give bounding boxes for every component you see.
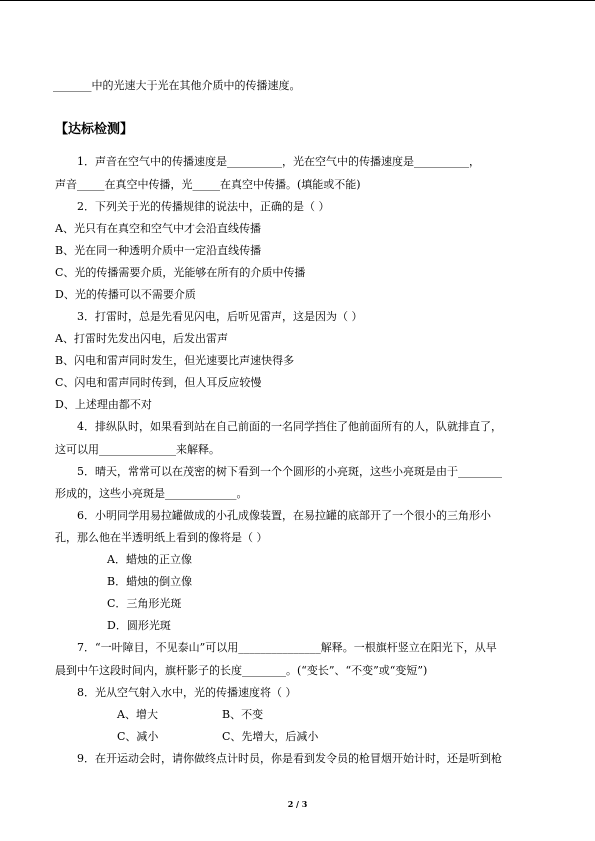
q2-option-a: A、光只有在真空和空气中才会沿直线传播: [55, 222, 261, 235]
q6-line-1: 6．小明同学用易拉罐做成的小孔成像装置，在易拉罐的底部开了一个很小的三角形小: [77, 509, 491, 522]
q2-stem: 2．下列关于光的传播规律的说法中，正确的是（ ）: [77, 200, 330, 213]
q6-line-2: 孔，那么他在半透明纸上看到的像将是（ ）: [55, 531, 268, 544]
q4-line-2: 这可以用______________来解释。: [55, 443, 220, 456]
q3-option-c: C、闪电和雷声同时传到，但人耳反应较慢: [55, 376, 262, 389]
q1-line-2: 声音_____在真空中传播，光_____在真空中传播。(填能或不能): [55, 178, 361, 191]
q3-option-a: A、打雷时先发出闪电，后发出雷声: [55, 332, 228, 345]
q2-option-b: B、光在同一种透明介质中一定沿直线传播: [55, 244, 262, 257]
q5-line-1: 5．晴天，常常可以在茂密的树下看到一个个圆形的小亮斑，这些小亮斑是由于________: [77, 465, 502, 478]
q1-line-1: 1．声音在空气中的传播速度是__________，光在空气中的传播速度是__________，: [77, 155, 480, 168]
q2-option-c: C、光的传播需要介质，光能够在所有的介质中传播: [55, 266, 306, 279]
q8-option-c: C、减小: [117, 730, 159, 743]
q8-stem: 8．光从空气射入水中，光的传播速度将（ ）: [77, 686, 297, 699]
q8-option-d: C、先增大，后减小: [222, 730, 319, 743]
q3-option-d: D、上述理由都不对: [55, 398, 152, 411]
q6-option-c: C．三角形光斑: [107, 597, 182, 610]
q8-option-a: A、增大: [117, 708, 158, 721]
q2-option-d: D、光的传播可以不需要介质: [55, 288, 196, 301]
q6-option-b: B．蜡烛的倒立像: [107, 575, 193, 588]
fragment-line: _______中的光速大于光在其他介质中的传播速度。: [53, 79, 301, 92]
q4-line-1: 4．排纵队时，如果看到站在自己前面的一名同学挡住了他前面所有的人，队就排直了，: [77, 420, 502, 433]
q5-line-2: 形成的，这些小亮斑是_____________。: [55, 487, 248, 500]
page-number: 2 / 3: [287, 799, 308, 809]
q7-line-1: 7．“一叶障目，不见泰山”可以用_______________解释。一根旗杆竖立在阳光下，从早: [77, 641, 497, 654]
q8-option-b: B、不变: [222, 708, 264, 721]
top-border-line: [0, 0, 595, 1]
section-heading: 【达标检测】: [55, 122, 134, 137]
q3-option-b: B、闪电和雷声同时发生，但光速要比声速快得多: [55, 354, 295, 367]
q9-line-1: 9．在开运动会时，请你做终点计时员，你是看到发令员的枪冒烟开始计时，还是听到枪: [77, 752, 502, 765]
q6-option-a: A．蜡烛的正立像: [107, 553, 192, 566]
q6-option-d: D．圆形光斑: [107, 619, 171, 632]
q3-stem: 3．打雷时，总是先看见闪电，后听见雷声，这是因为（ ）: [77, 310, 363, 323]
q7-line-2: 晨到中午这段时间内，旗杆影子的长度________。(“变长”、“不变”或“变短”): [55, 664, 428, 677]
